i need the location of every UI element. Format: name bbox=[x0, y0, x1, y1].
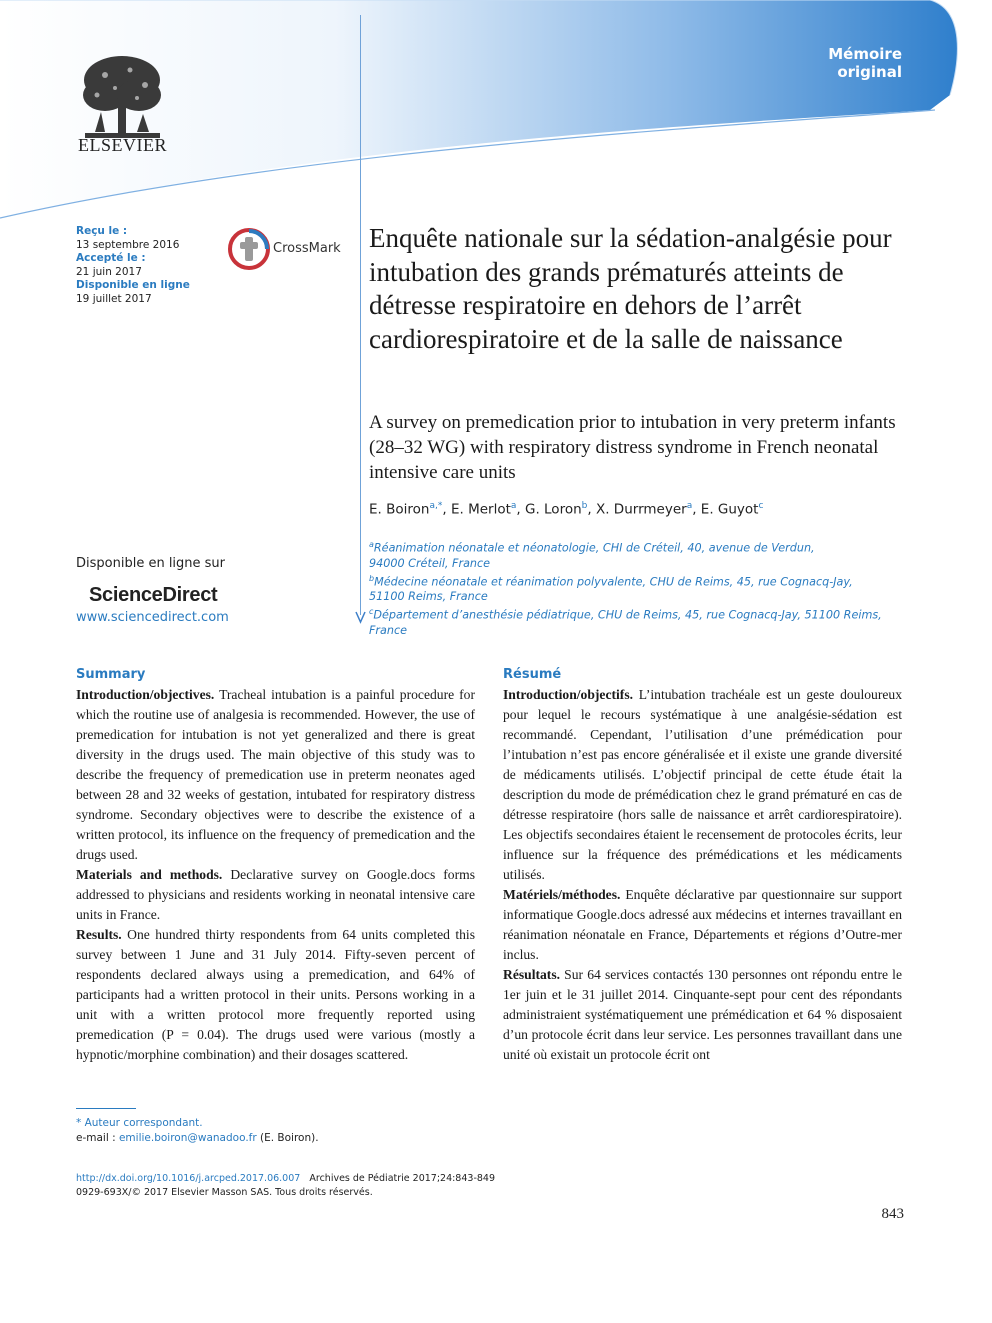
paragraph-label: Materials and methods. bbox=[76, 867, 223, 882]
section-tag: Mémoire original bbox=[828, 45, 902, 81]
affiliation-line: Réanimation néonatale et néonatologie, CHI de Créteil, 40, avenue de Verdun, bbox=[373, 541, 815, 555]
affiliation-item bbox=[369, 537, 909, 571]
paragraph-label: Introduction/objectifs. bbox=[503, 687, 634, 702]
journal-citation: Archives de Pédiatrie 2017;24:843-849 bbox=[309, 1173, 496, 1184]
affiliation-sup: c bbox=[369, 607, 374, 617]
page-number: 843 bbox=[881, 1206, 904, 1222]
author-sup[interactable]: a bbox=[686, 501, 693, 511]
paragraph-text: Enquête déclarative par questionnaire sur support informatique Google.docs adressé aux médecins et internes travaillant en réanimation néonatale en France, Départements et régions d’Outre-mer inclus. bbox=[503, 887, 902, 962]
affiliation-item bbox=[369, 604, 909, 638]
vertical-divider bbox=[360, 15, 361, 615]
author-sup[interactable]: b bbox=[581, 501, 588, 511]
accepted-date: 21 juin 2017 bbox=[76, 265, 142, 278]
received-label: Reçu le : bbox=[76, 225, 128, 237]
online-date: 19 juillet 2017 bbox=[76, 292, 152, 305]
paragraph-text: Tracheal intubation is a painful procedure for which the routine use of analgesia is recommended. However, the use of premedication for intubation is not yet generalized and there is great diversity in the drugs used. The main objective of this study was to describe the frequency of premedication use in preterm neonates aged between 28 and 32 weeks of gestation, intubated for respiratory distress syndrome. Secondary objectives were to describe the existence of a written protocol, its influence on the frequency of premedication and the drugs used. bbox=[76, 687, 475, 862]
summary-paragraph bbox=[76, 925, 475, 1065]
affiliation-item bbox=[369, 571, 909, 605]
affiliation-line: Médecine néonatale et réanimation polyvalente, CHU de Reims, 45, rue Cognacq-Jay, bbox=[374, 575, 853, 589]
affiliation-line: 51100 Reims, France bbox=[369, 590, 488, 604]
author-name: X. Durrmeyer bbox=[595, 501, 687, 518]
paragraph-label: Results. bbox=[76, 927, 122, 942]
copyright-line: 0929-693X/© 2017 Elsevier Masson SAS. Tous droits réservés. bbox=[76, 1186, 373, 1198]
affiliation-line: Département d’anesthésie pédiatrique, CHU de Reims, 45, rue Cognacq-Jay, 51100 Reims, bbox=[373, 609, 882, 623]
author-name: E. Guyot bbox=[700, 501, 759, 518]
sciencedirect-link[interactable]: www.sciencedirect.com bbox=[76, 610, 229, 625]
sciencedirect-logo: ScienceDirect bbox=[89, 584, 218, 606]
resume-paragraph bbox=[503, 885, 902, 965]
article-title-en: A survey on premedication prior to intubation in very preterm infants (28–32 WG) with respiratory distress syndrome in French neonatal intensive care units bbox=[369, 412, 896, 483]
summary-paragraph bbox=[76, 685, 475, 865]
footnote-marker: * bbox=[76, 1117, 85, 1129]
email-owner: (E. Boiron). bbox=[256, 1132, 319, 1144]
affiliations bbox=[369, 537, 909, 638]
author-name: G. Loron bbox=[524, 501, 582, 518]
paragraph-text: Sur 64 services contactés 130 personnes ont répondu entre le 1er juin et le 31 juillet 2014. Cinquante-sept pour cent des répondants administraient systématiquement une prémédication et 64 % disposaient d’un protocole écrit dans leur service. Les personnes travaillant dans une unité où existait un protocole écrit ont bbox=[503, 967, 902, 1062]
corresponding-author-footnote bbox=[76, 1116, 319, 1146]
publisher-name: ELSEVIER bbox=[78, 135, 167, 155]
paragraph-label: Résultats. bbox=[503, 967, 561, 982]
affiliation-sup: b bbox=[369, 573, 375, 583]
citation-info bbox=[76, 1172, 495, 1199]
affiliation-line: 94000 Créteil, France bbox=[369, 556, 491, 570]
summary-paragraph bbox=[76, 865, 475, 925]
affiliation-line: France bbox=[369, 624, 408, 638]
summary-en bbox=[76, 665, 475, 1065]
summary-heading: Summary bbox=[76, 667, 146, 682]
author-name: E. Boiron bbox=[369, 501, 430, 518]
author-separator: , bbox=[516, 501, 525, 518]
article-title-fr: Enquête nationale sur la sédation-analgésie pour intubation des grands prématurés atteints de détresse respiratoire en dehors de l’arrêt cardiorespiratoire et de la salle de naissance bbox=[369, 223, 892, 354]
author-separator: , bbox=[587, 501, 596, 518]
author-separator: , bbox=[692, 501, 701, 518]
paragraph-label: Matériels/méthodes. bbox=[503, 887, 621, 902]
author-list bbox=[369, 501, 914, 518]
paragraph-text: One hundred thirty respondents from 64 units completed this survey between 1 June and 31 July 2014. Fifty-seven percent of respondents declared always using a premedication, and 64% of participants had a written protocol in their units. Persons working in a unit with a written protocol more frequently reported using premedication (P = 0.04). The drugs used were various (mostly a hypnotic/morphine combination) and their dosages scattered. bbox=[76, 927, 475, 1062]
paragraph-text: Declarative survey on Google.docs forms addressed to physicians and residents working in neonatal intensive care units in France. bbox=[76, 867, 475, 922]
doi-link[interactable]: http://dx.doi.org/10.1016/j.arcped.2017.06.007 bbox=[76, 1173, 301, 1184]
email-link[interactable]: emilie.boiron@wanadoo.fr bbox=[118, 1132, 257, 1144]
paragraph-text: L’intubation trachéale est un geste douloureux pour lequel le recours systématique à une analgésie-sédation est recommandé. Cependant, l’utilisation d’une prémédication pour l’intubation n’est pas encore généralisée et il existe une grande diversité de médicaments utilisés. L’objectif principal de cette étude était la description du mode de prémédication chez le grand prématuré en cas de détresse respiratoire (hors salle de naissance et arrêt cardiorespiratoire). Les objectifs secondaires étaient le recensement de protocoles écrits, leur influence sur la fréquence des prémédications et les médicaments utilisés. bbox=[503, 687, 902, 882]
received-date: 13 septembre 2016 bbox=[76, 238, 180, 251]
author-sup[interactable]: c bbox=[758, 501, 764, 511]
footnote-rule bbox=[76, 1108, 136, 1109]
resume-heading: Résumé bbox=[503, 667, 562, 682]
affiliation-sup: a bbox=[369, 540, 374, 549]
paragraph-label: Introduction/objectives. bbox=[76, 687, 215, 702]
arrow-down-icon bbox=[355, 610, 366, 624]
crossmark-label[interactable]: CrossMark bbox=[273, 241, 341, 256]
resume-paragraph bbox=[503, 685, 902, 885]
availability-label: Disponible en ligne sur bbox=[76, 556, 226, 571]
footnote-label: Auteur correspondant. bbox=[84, 1117, 203, 1129]
author-sup[interactable]: a bbox=[510, 501, 517, 511]
article-dates bbox=[76, 225, 190, 306]
crossmark-icon[interactable] bbox=[228, 228, 270, 270]
author-sup[interactable]: a,* bbox=[429, 501, 443, 511]
author-separator: , bbox=[442, 501, 451, 518]
online-label: Disponible en ligne bbox=[76, 279, 190, 291]
summary-fr bbox=[503, 665, 902, 1065]
resume-paragraph bbox=[503, 965, 902, 1065]
author-name: E. Merlot bbox=[450, 501, 511, 518]
email-label: e-mail : bbox=[76, 1132, 119, 1144]
accepted-label: Accepté le : bbox=[76, 252, 146, 264]
